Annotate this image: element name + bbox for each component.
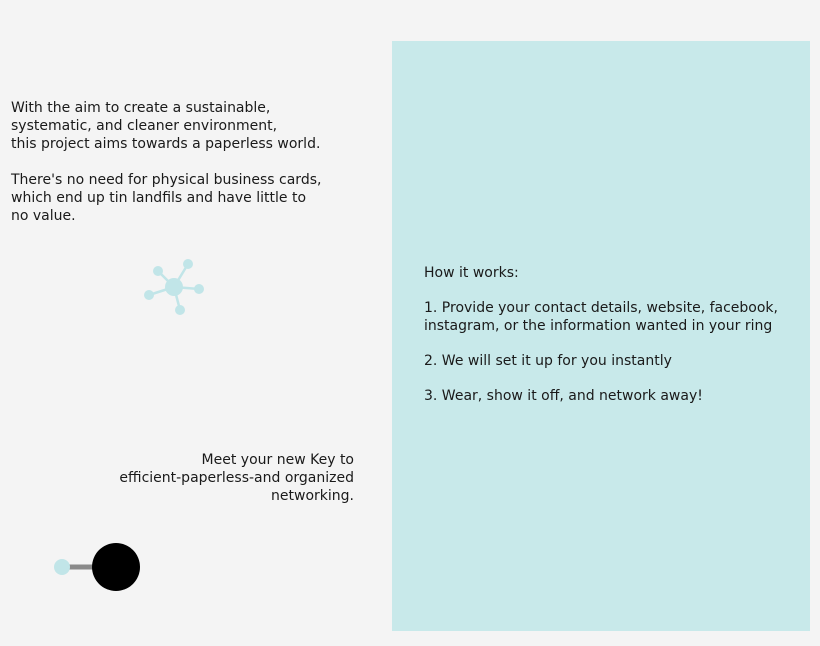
how-it-works-panel bbox=[392, 41, 810, 631]
step-2: 2. We will set it up for you instantly bbox=[424, 353, 672, 369]
network-nodes-icon bbox=[140, 254, 210, 320]
ring-key-icon bbox=[50, 540, 144, 594]
step-1: 1. Provide your contact details, website, facebook, instagram, or the information wanted in your ring bbox=[424, 300, 778, 334]
intro-text bbox=[11, 99, 351, 225]
intro-paragraph-1: With the aim to create a sustainable, systematic, and cleaner environment, this project aims towards a paperless world. bbox=[11, 100, 321, 152]
how-it-works-heading: How it works: bbox=[424, 265, 519, 281]
tagline: Meet your new Key to efficient-paperless-and organized networking. bbox=[119, 452, 354, 504]
how-it-works-content bbox=[424, 264, 794, 405]
intro-paragraph-2: There's no need for physical business cards, which end up tin landfils and have little to no value. bbox=[11, 172, 322, 224]
step-3: 3. Wear, show it off, and network away! bbox=[424, 388, 703, 404]
